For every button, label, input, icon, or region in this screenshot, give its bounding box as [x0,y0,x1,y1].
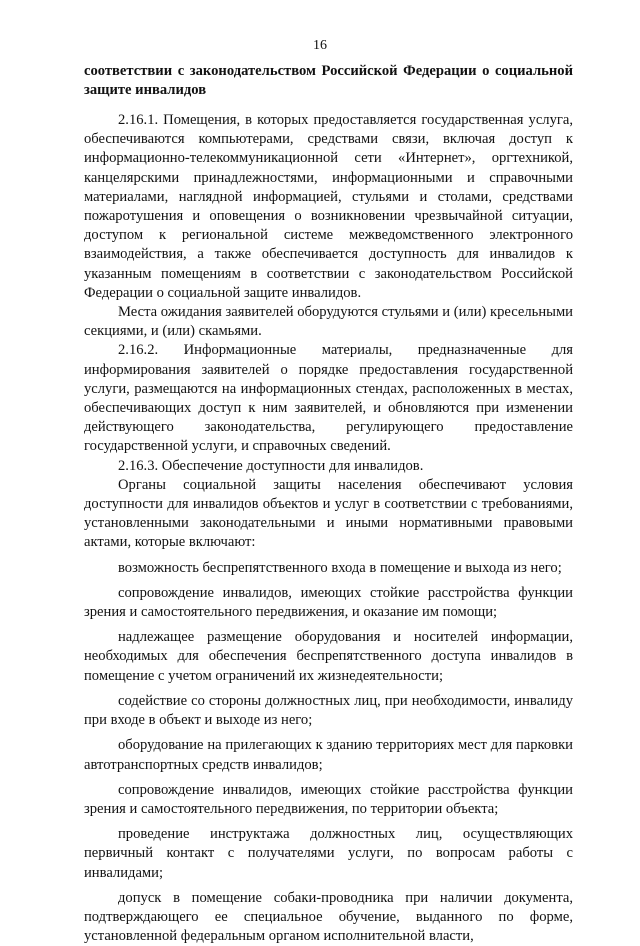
list-item: сопровождение инвалидов, имеющих стойкие расстройства функции зрения и самостоятельного передвижения, и оказание им помощи; [84,584,573,621]
paragraph-2-16-1: 2.16.1. Помещения, в которых предоставляется государственная услуга, обеспечиваются компьютерами, средствами связи, включая доступ к информационно-телекоммуникационной сети «Интернет», оргтехникой, канцелярскими принадлежностями, информационными и справочными материалами, наглядной информацией, стульями и столами, средствами пожаротушения и оповещения о возникновении чрезвычайной ситуации, доступом к региональной системе межведомственного электронного взаимодействия, а также обеспечивается доступность для инвалидов к указанным помещениям в соответствии с законодательством Российской Федерации о социальной защите инвалидов. [84,112,573,301]
paragraph-waiting-places: Места ожидания заявителей оборудуются стульями и (или) кресельными секциями, и (или) скамьями. [84,304,573,340]
list-item: сопровождение инвалидов, имеющих стойкие расстройства функции зрения и самостоятельного передвижения, по территории объекта; [84,781,573,817]
paragraph-social-protection: Органы социальной защиты населения обеспечивают условия доступности для инвалидов объектов и услуг в соответствии с требованиями, установленными законодательными и иными нормативными правовыми актами, которые включают: [84,476,573,551]
list-item: возможность беспрепятственного входа в помещение и выхода из него; [118,559,562,576]
page-number: 16 [313,38,327,53]
paragraph-2-16-2: 2.16.2. Информационные материалы, предназначенные для информирования заявителей о порядке предоставления государственной услуги, размещаются на информационных стендах, расположенных в местах, обеспечивающих доступ к ним заявителей, и обновляются при изменении действующего законодательства, регулирующего предоставление государственной услуги, и справочных сведений. [84,342,573,455]
list-item: проведение инструктажа должностных лиц, осуществляющих первичный контакт с получателями услуги, по вопросам работы с инвалидами; [84,826,573,881]
paragraph-2-16-3: 2.16.3. Обеспечение доступности для инвалидов. [118,457,424,474]
section-heading: соответствии с законодательством Российской Федерации о социальной защите инвалидов [84,63,573,98]
list-item: содействие со стороны должностных лиц, при необходимости, инвалиду при входе в объект и выходе из него; [84,692,573,729]
list-item: надлежащее размещение оборудования и носителей информации, необходимых для обеспечения беспрепятственного доступа инвалидов в помещение с учетом ограничений их жизнедеятельности; [84,629,573,684]
document-body [84,111,573,946]
list-item: допуск в помещение собаки-проводника при наличии документа, подтверждающего ее специальное обучение, выданного по форме, установленной федеральным органом исполнительной власти, [84,889,573,945]
list-item: оборудование на прилегающих к зданию территориях мест для парковки автотранспортных средств инвалидов; [84,737,573,773]
